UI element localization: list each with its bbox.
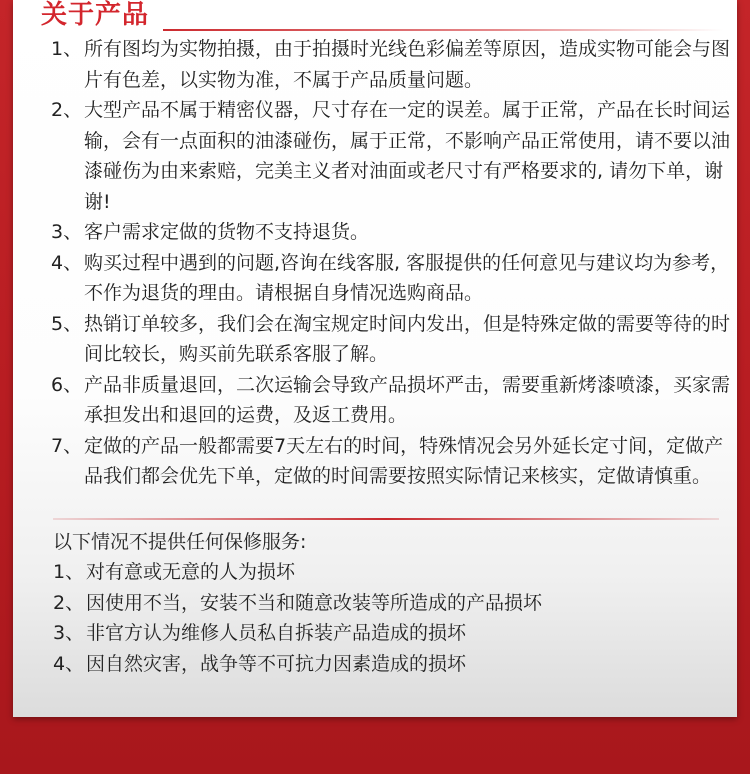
item-number: 3、 (53, 622, 85, 644)
item-number: 1、 (51, 38, 83, 60)
list-item (53, 649, 713, 680)
item-text: 热销订单较多，我们会在淘宝规定时间内发出，但是特殊定做的需要等待的时间比较长，购买前先联系客服了解。 (84, 312, 731, 365)
list-item (51, 431, 731, 492)
product-notes-list (51, 34, 731, 492)
list-item (51, 217, 731, 248)
section-divider (53, 518, 719, 520)
list-item (51, 34, 731, 95)
item-text: 购买过程中遇到的问题,咨询在线客服, 客服提供的任何意见与建议均为参考，不作为退货的理由。请根据自身情况选购商品。 (84, 251, 730, 304)
item-text: 大型产品不属于精密仪器，尺寸存在一定的误差。属于正常，产品在长时间运输，会有一点面积的油漆碰伤，属于正常，不影响产品正常使用，请不要以油漆碰伤为由来索赔，完美主义者对油面或老尺寸有严格要求的, 请勿下单，谢谢! (84, 99, 731, 213)
notice-card (13, 0, 737, 717)
list-item (51, 309, 731, 370)
title-underline (163, 29, 723, 31)
item-number: 6、 (51, 373, 83, 396)
list-item (53, 588, 713, 619)
list-item (51, 248, 731, 309)
list-item (51, 370, 731, 431)
item-text: 因自然灾害，战争等不可抗力因素造成的损坏 (86, 652, 467, 675)
item-text: 定做的产品一般都需要7天左右的时间，特殊情况会另外延长定寸间，定做产品我们都会优先下单，定做的时间需要按照实际情记来核实，定做请慎重。 (84, 434, 724, 487)
item-text: 客户需求定做的货物不支持退货。 (84, 221, 370, 243)
item-number: 7、 (51, 434, 83, 457)
list-item (53, 618, 713, 649)
warranty-exclusions-heading: 以下情况不提供任何保修服务: (53, 531, 307, 553)
item-number: 2、 (53, 591, 85, 614)
item-number: 3、 (51, 221, 83, 243)
item-text: 因使用不当，安装不当和随意改装等所造成的产品损坏 (86, 591, 543, 614)
warranty-exclusions-list (53, 557, 713, 679)
item-text: 产品非质量退回，二次运输会导致产品损坏严击，需要重新烤漆喷漆，买家需承担发出和退回的运费，及返工费用。 (84, 373, 731, 426)
item-text: 所有图均为实物拍摄，由于拍摄时光线色彩偏差等原因，造成实物可能会与图片有色差，以实物为准，不属于产品质量问题。 (84, 38, 731, 91)
item-number: 4、 (51, 251, 83, 274)
item-number: 1、 (53, 561, 85, 583)
list-item (53, 557, 713, 588)
item-number: 4、 (53, 652, 85, 675)
item-number: 5、 (51, 312, 83, 335)
item-text: 对有意或无意的人为损坏 (86, 561, 296, 583)
page-title: 关于产品 (41, 0, 150, 30)
item-number: 2、 (51, 99, 83, 121)
item-text: 非官方认为维修人员私自拆装产品造成的损坏 (86, 622, 467, 644)
list-item (51, 95, 731, 217)
